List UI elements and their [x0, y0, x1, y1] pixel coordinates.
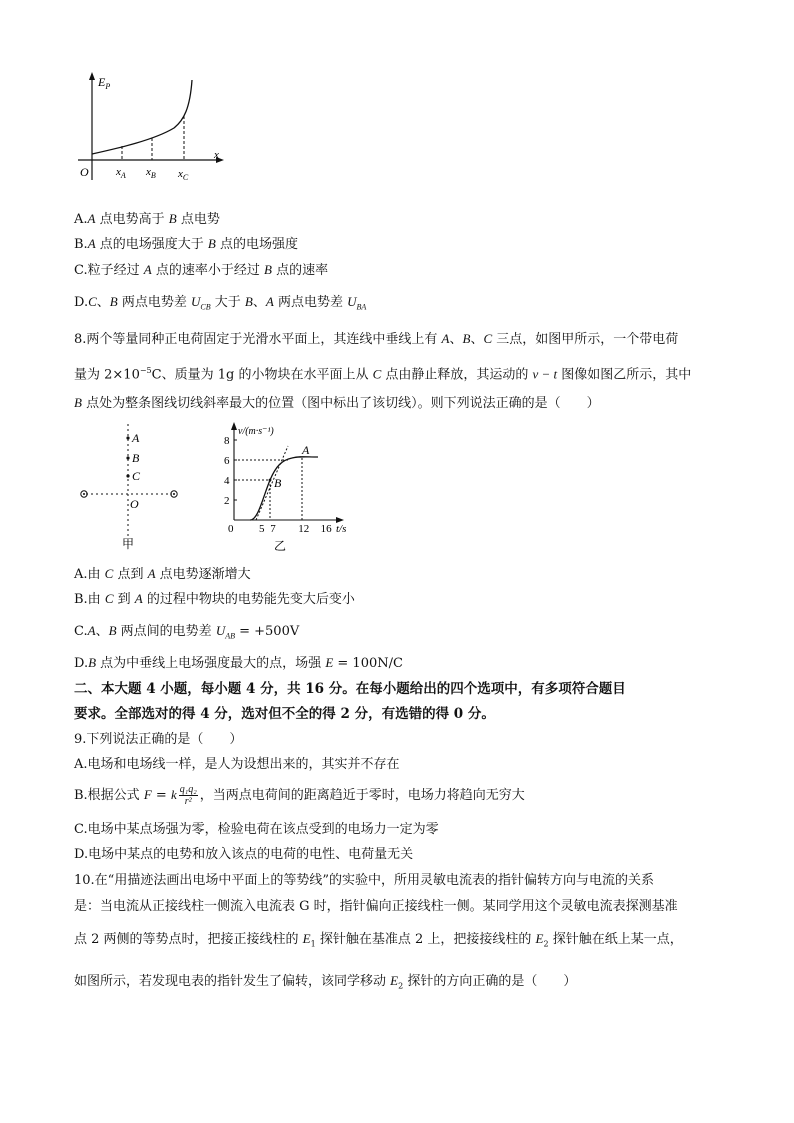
- q9-option-b[interactable]: B.根据公式 F = k $\frac{\text{q₁q₂}}{\text{r²}}$ ，当两点电荷间的距离趋近于零时，电场力将趋向无穷大: [74, 784, 525, 807]
- section2-heading-line2: 要求。全部选对的得 4 分，选对但不全的得 2 分，有选错的得 0 分。: [74, 706, 495, 722]
- yi-y-tick-4: 4: [224, 475, 230, 487]
- q8-stem-line2: 量为 $2\times 10^{-5}C$、质量为 1g 的小物块在水平面上从 C 点由静止释放，其运动的 v − t 图像如图乙所示，其中: [74, 366, 692, 383]
- tick-xa: $x_A$: [116, 166, 126, 180]
- q8-option-d[interactable]: D.B 点为中垂线上电场强度最大的点，场强 E = 100N/C: [74, 655, 403, 671]
- point-a-dot: [126, 436, 129, 439]
- yi-point-a: A: [302, 443, 310, 457]
- label-c: C: [132, 469, 141, 483]
- yi-x-ticks: [228, 523, 332, 535]
- q7-option-c[interactable]: C.粒子经过 A 点的速率小于经过 B 点的速率: [74, 262, 329, 278]
- label-a: A: [132, 431, 140, 445]
- fig-yi: [222, 420, 372, 560]
- yi-vt-curve: [250, 457, 318, 520]
- charge-left-dot: [83, 493, 85, 495]
- yi-x-tick-5: 5: [259, 523, 265, 535]
- caption-jia: 甲: [122, 537, 135, 551]
- q9-stem: 9.下列说法正确的是（ ）: [74, 732, 243, 747]
- yi-y-label: v/(m·s⁻¹): [238, 426, 274, 437]
- section2-heading-line1: 二、本大题 4 小题，每小题 4 分，共 16 分。在每小题给出的四个选项中，有多项符合题目: [74, 681, 626, 697]
- yi-y-tick-6: 6: [224, 455, 230, 467]
- caption-yi: 乙: [274, 539, 287, 553]
- q7-option-b[interactable]: B.A 点的电场强度大于 B 点的电场强度: [74, 236, 298, 252]
- q9-option-c[interactable]: C.电场中某点场强为零，检验电荷在该点受到的电场力一定为零: [74, 822, 439, 837]
- fraction: $\frac{\text{q₁q₂}}{\text{r²}}$: [179, 784, 197, 807]
- q8-stem-line3: B 点处为整条图线切线斜率最大的位置（图中标出了该切线）。则下列说法正确的是（ ）: [74, 395, 600, 411]
- label-b: B: [132, 451, 140, 465]
- tick-xc: $x_C$: [178, 168, 189, 182]
- point-c-dot: [126, 474, 129, 477]
- fig-jia: [74, 420, 186, 552]
- q8-option-b[interactable]: B.由 C 到 A 的过程中物块的电势能先变大后变小: [74, 591, 355, 607]
- q10-line1: 10.在“用描迹法画出电场中平面上的等势线”的实验中，所用灵敏电流表的指针偏转方向与电流的关系: [74, 873, 654, 888]
- point-b-dot: [126, 456, 129, 459]
- q10-line4: 如图所示，若发现电表的指针发生了偏转，该同学移动 $E_2$ 探针的方向正确的是（ ）: [74, 973, 577, 991]
- yi-x-tick-0: 0: [228, 523, 234, 535]
- q9-option-a[interactable]: A.电场和电场线一样，是人为设想出来的，其实并不存在: [74, 757, 400, 772]
- q8-stem-line1: 8.两个等量同种正电荷固定于光滑水平面上，其连线中垂线上有 A、B、C 三点，如图甲所示，一个带电荷: [74, 331, 679, 347]
- yi-x-tick-12: 12: [298, 523, 310, 535]
- charge-right-dot: [173, 493, 175, 495]
- yi-x-tick-16: 16: [320, 523, 332, 535]
- yi-point-b-dot: [269, 479, 272, 482]
- q8-option-a[interactable]: A.由 C 点到 A 点电势逐渐增大: [74, 566, 251, 582]
- x-axis-label: x: [214, 149, 219, 161]
- yi-y-arrow-icon: [231, 422, 237, 430]
- yi-x-label: t/s: [336, 523, 347, 535]
- q10-line2: 是：当电流从正接线柱一侧流入电流表 G 时，指针偏向正接线柱一侧。某同学用这个灵敏电流表探测基准: [74, 899, 678, 914]
- yi-y-ticks: [224, 435, 237, 507]
- yi-point-b: B: [274, 476, 282, 490]
- ep-x-graph: [74, 68, 234, 186]
- q10-line3: 点 2 两侧的等势点时，把接正接线柱的 $E_1$ 探针触在基准点 2 上，把接接线柱的 $E_2$ 探针触在纸上某一点，: [74, 931, 683, 949]
- y-axis-label: $E_P$: [98, 75, 111, 91]
- ep-curve: [92, 80, 192, 154]
- origin-label: O: [80, 165, 89, 179]
- q8-option-c[interactable]: C.A、B 两点间的电势差 $U_{AB} = +500V$: [74, 623, 300, 641]
- yi-y-tick-8: 8: [224, 435, 230, 447]
- yi-y-tick-2: 2: [224, 495, 230, 507]
- yi-x-tick-7: 7: [270, 523, 276, 535]
- q7-option-a[interactable]: A.A 点电势高于 B 点电势: [74, 211, 220, 227]
- q9-option-d[interactable]: D.电场中某点的电势和放入该点的电荷的电性、电荷量无关: [74, 847, 414, 862]
- y-axis-arrow-icon: [89, 72, 95, 80]
- q7-option-d[interactable]: D.C、B 两点电势差 $U_{CB}$ 大于 B、A 两点电势差 $U_{BA}$: [74, 294, 367, 312]
- label-o: O: [130, 497, 139, 511]
- yi-tangent-line: [256, 446, 288, 520]
- tick-xb: $x_B$: [146, 166, 156, 180]
